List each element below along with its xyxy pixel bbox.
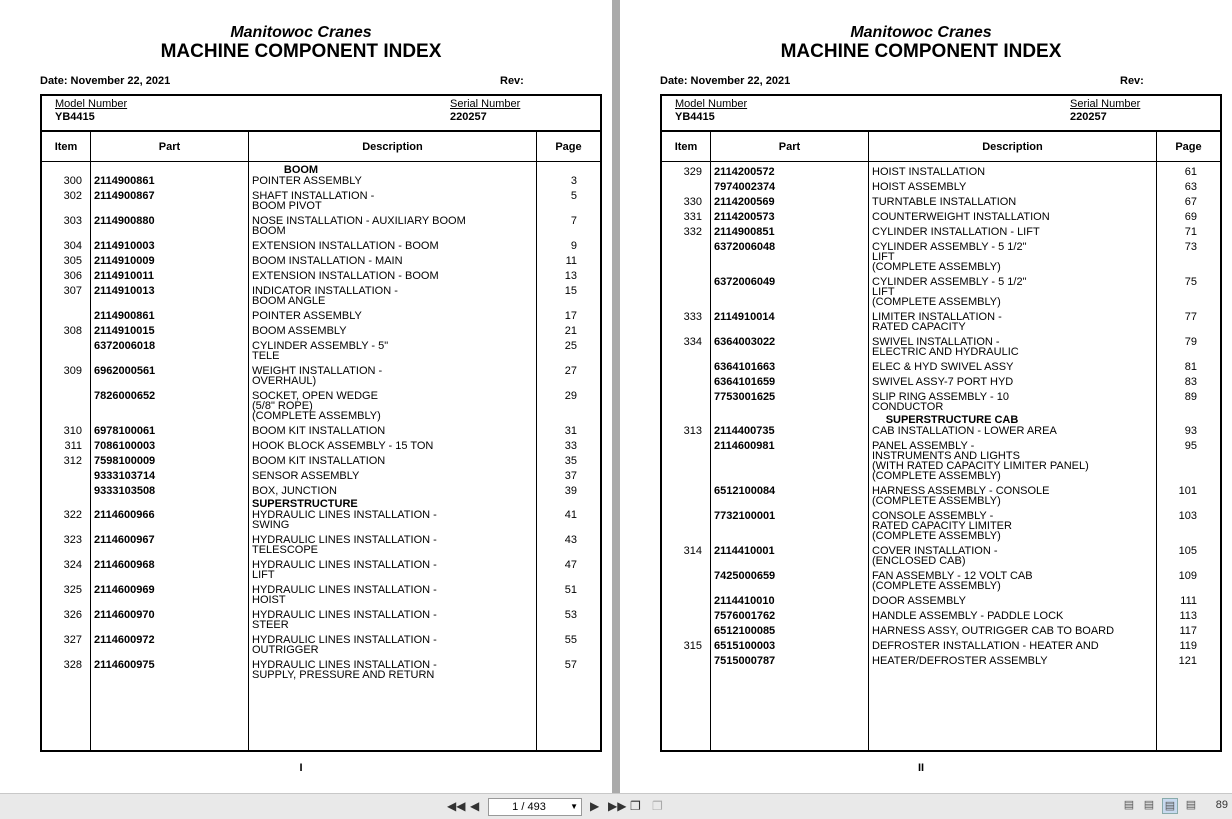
page-reference: 29 [564,390,577,402]
serial-number-label: Serial Number [450,98,521,110]
part-number: 7598100009 [94,455,156,467]
table-row [42,508,600,533]
part-description: SLIP RING ASSEMBLY - 10 CONDUCTOR [872,391,1009,413]
document-title: MACHINE COMPONENT INDEX [160,41,442,62]
item-number: 332 [683,226,702,238]
part-number: 6364003022 [714,336,776,348]
serial-number-label: Serial Number [1070,98,1141,110]
page-reference: 79 [1184,336,1197,348]
part-number: 2114200572 [714,166,775,178]
page-reference: 25 [564,340,577,352]
model-info-box [40,94,602,130]
page-reference: 101 [1178,485,1197,497]
page-reference: 89 [1184,391,1197,403]
page-reference: 43 [564,534,577,546]
table-row [42,364,600,389]
page-reference: 67 [1184,196,1197,208]
part-number: 2114400735 [714,425,775,437]
page-reference: 93 [1184,425,1197,437]
part-description: CYLINDER ASSEMBLY - 5" TELE [252,340,389,362]
part-number: 2114200569 [714,196,775,208]
date-label: Date: November 22, 2021 [40,75,171,87]
part-description: CYLINDER ASSEMBLY - 5 1/2" LIFT (COMPLETE ASSEMBLY) [872,241,1027,273]
table-row [662,654,1220,669]
part-number: 6515100003 [714,640,776,652]
part-description: HOOK BLOCK ASSEMBLY - 15 TON [252,440,434,452]
table-row [42,424,600,439]
page-number-field[interactable] [488,798,582,816]
table-row [42,309,600,324]
table-row [662,509,1220,544]
part-description: CONSOLE ASSEMBLY - RATED CAPACITY LIMITER (COMPLETE ASSEMBLY) [872,510,1012,542]
part-number: 7753001625 [714,391,776,403]
company-name: Manitowoc Cranes [230,24,372,41]
table-row [42,339,600,364]
part-description: SWIVEL INSTALLATION - ELECTRIC AND HYDRAULIC [872,336,1019,358]
part-description: SWIVEL ASSY-7 PORT HYD [872,376,1014,388]
part-number: 9333103714 [94,470,156,482]
table-row [42,583,600,608]
part-description: SENSOR ASSEMBLY [252,470,360,482]
zoom-level: 89 [1215,799,1228,811]
part-number: 2114600981 [714,440,775,452]
page-reference: 83 [1184,376,1197,388]
pdf-page-2 [620,0,1232,793]
part-number: 2114900867 [94,190,155,202]
page-reference: 21 [564,325,577,337]
table-row [662,165,1220,180]
col-header-part: Part [778,141,801,153]
serial-number-value: 220257 [450,111,487,123]
part-description: EXTENSION INSTALLATION - BOOM [252,270,439,282]
part-description: SOCKET, OPEN WEDGE (5/8" ROPE) (COMPLETE ASSEMBLY) [252,390,381,422]
part-number: 6512100084 [714,485,776,497]
table-row [662,569,1220,594]
part-number: 6512100085 [714,625,776,637]
page-reference: 41 [564,509,577,521]
part-number: 7732100001 [714,510,776,522]
table-row [662,275,1220,310]
item-number: 327 [63,634,82,646]
page-reference: 39 [564,485,577,497]
page-reference: 51 [564,584,577,596]
item-number: 328 [63,659,82,671]
page-reference: 57 [564,659,577,671]
item-number: 315 [683,640,702,652]
part-number: 6978100061 [94,425,156,437]
part-description: BOOM ASSEMBLY [252,325,347,337]
col-header-part: Part [158,141,181,153]
part-description: DOOR ASSEMBLY [872,595,966,607]
part-description: HYDRAULIC LINES INSTALLATION - SUPPLY, PRESSURE AND RETURN [252,659,437,681]
part-description: FAN ASSEMBLY - 12 VOLT CAB (COMPLETE ASSEMBLY) [872,570,1033,592]
table-row [42,389,600,424]
copy-icon[interactable]: ❐ [630,799,641,813]
part-number: 2114900861 [94,175,155,187]
section-header-row [662,415,1220,424]
page-reference: 81 [1184,361,1197,373]
table-row [42,214,600,239]
table-row [42,239,600,254]
page-reference: 73 [1184,241,1197,253]
item-number: 333 [683,311,702,323]
part-number: 2114600969 [94,584,155,596]
part-number: 7515000787 [714,655,776,667]
component-table [40,130,602,752]
part-description: POINTER ASSEMBLY [252,175,362,187]
part-description: LIMITER INSTALLATION - RATED CAPACITY [872,311,1002,333]
page-reference: 119 [1179,640,1197,652]
page-reference: 3 [570,175,577,187]
model-info-box [660,94,1222,130]
table-row [42,608,600,633]
single-page-view-icon[interactable]: ▤ [1123,799,1135,811]
part-description: HANDLE ASSEMBLY - PADDLE LOCK [872,610,1064,622]
page-reference: 13 [564,270,577,282]
table-row [662,375,1220,390]
part-description: TURNTABLE INSTALLATION [872,196,1017,208]
table-row [662,484,1220,509]
part-description: HYDRAULIC LINES INSTALLATION - OUTRIGGER [252,634,437,656]
paste-icon[interactable]: ❐ [652,799,663,813]
table-row [662,624,1220,639]
part-number: 2114600975 [94,659,155,671]
part-number: 2114910013 [94,285,155,297]
table-row [662,195,1220,210]
page-reference: 111 [1180,595,1197,607]
part-description: HOIST INSTALLATION [872,166,986,178]
page-reference: 71 [1184,226,1197,238]
table-row [662,639,1220,654]
col-header-page: Page [1175,141,1202,153]
part-number: 6372006049 [714,276,776,288]
page-reference: 109 [1178,570,1197,582]
part-description: HYDRAULIC LINES INSTALLATION - STEER [252,609,437,631]
item-number: 325 [63,584,82,596]
item-number: 304 [63,240,82,252]
part-number: 7974002374 [714,181,776,193]
table-row [42,284,600,309]
part-description: HEATER/DEFROSTER ASSEMBLY [872,655,1048,667]
part-description: HOIST ASSEMBLY [872,181,967,193]
page-reference: 7 [570,215,577,227]
part-number: 6364101659 [714,376,776,388]
part-number: 2114910003 [94,240,155,252]
part-description: HYDRAULIC LINES INSTALLATION - HOIST [252,584,437,606]
part-number: 2114900861 [94,310,155,322]
page-reference: 113 [1179,610,1197,622]
part-description: COUNTERWEIGHT INSTALLATION [872,211,1050,223]
table-row [662,210,1220,225]
page-reference: 69 [1184,211,1197,223]
last-page-icon[interactable]: ▶▶ [608,799,627,813]
table-row [42,484,600,499]
two-page-continuous-view-icon[interactable]: ▤ [1185,799,1197,811]
page-reference: 37 [564,470,577,482]
table-row [42,189,600,214]
table-row [662,335,1220,360]
part-description: NOSE INSTALLATION - AUXILIARY BOOM BOOM [252,215,466,237]
chevron-down-icon[interactable]: ▼ [570,802,578,811]
item-number: 311 [64,440,82,452]
page-reference: 117 [1179,625,1197,637]
page-reference: 9 [570,240,577,252]
part-number: 2114600967 [94,534,155,546]
page-reference: 33 [564,440,577,452]
item-number: 323 [63,534,82,546]
part-number: 6962000561 [94,365,156,377]
part-number: 6372006018 [94,340,156,352]
section-title: SUPERSTRUCTURE CAB [885,414,1019,426]
item-number: 310 [63,425,82,437]
part-description: EXTENSION INSTALLATION - BOOM [252,240,439,252]
part-description: HYDRAULIC LINES INSTALLATION - SWING [252,509,437,531]
item-number: 313 [683,425,702,437]
col-header-item: Item [674,141,698,153]
prev-page-icon[interactable]: ◀ [470,799,480,813]
component-table [660,130,1222,752]
document-title: MACHINE COMPONENT INDEX [780,41,1062,62]
part-description: WEIGHT INSTALLATION - OVERHAUL) [252,365,383,387]
part-number: 2114410001 [714,545,775,557]
page-reference: 15 [564,285,577,297]
page-reference: 53 [564,609,577,621]
part-number: 2114600966 [94,509,155,521]
page-reference: 35 [564,455,577,467]
part-number: 2114910015 [94,325,155,337]
item-number: 300 [63,175,82,187]
part-number: 7086100003 [94,440,156,452]
part-number: 2114910014 [714,311,775,323]
part-number: 2114900851 [714,226,775,238]
rev-label: Rev: [1120,75,1144,87]
item-number: 324 [63,559,82,571]
table-row [662,360,1220,375]
item-number: 303 [63,215,82,227]
table-row [662,609,1220,624]
item-number: 312 [63,455,82,467]
part-number: 2114200573 [714,211,775,223]
table-row [662,225,1220,240]
part-description: BOOM INSTALLATION - MAIN [252,255,403,267]
part-number: 9333103508 [94,485,156,497]
two-page-view-icon[interactable]: ▤ [1162,798,1178,814]
item-number: 326 [63,609,82,621]
page-reference: 17 [564,310,577,322]
part-description: BOX, JUNCTION [252,485,337,497]
table-row [662,439,1220,484]
page-indicator: 1 / 493 [512,801,546,813]
item-number: 302 [63,190,82,202]
part-description: DEFROSTER INSTALLATION - HEATER AND [872,640,1099,652]
table-row [42,324,600,339]
page-reference: 77 [1184,311,1197,323]
part-number: 2114410010 [714,595,775,607]
page-divider [612,0,620,793]
pdf-page-1 [0,0,612,793]
item-number: 330 [683,196,702,208]
next-page-icon[interactable]: ▶ [590,799,600,813]
part-description: BOOM KIT INSTALLATION [252,455,386,467]
part-description: ELEC & HYD SWIVEL ASSY [872,361,1014,373]
part-description: CAB INSTALLATION - LOWER AREA [872,425,1057,437]
model-number-value: YB4415 [675,111,715,123]
table-row [662,390,1220,415]
table-row [42,633,600,658]
part-description: INDICATOR INSTALLATION - BOOM ANGLE [252,285,398,307]
part-description: PANEL ASSEMBLY - INSTRUMENTS AND LIGHTS (WITH RATED CAPACITY LIMITER PANEL) (COMPLETE ASSEMBLY) [872,440,1089,482]
page-footer-number: II [917,762,925,774]
col-header-page: Page [555,141,582,153]
part-description: HARNESS ASSY, OUTRIGGER CAB TO BOARD [872,625,1115,637]
part-number: 2114600968 [94,559,155,571]
part-number: 7826000652 [94,390,156,402]
model-number-label: Model Number [55,98,128,110]
part-description: HYDRAULIC LINES INSTALLATION - TELESCOPE [252,534,437,556]
page-reference: 11 [565,255,577,267]
part-number: 2114600970 [94,609,155,621]
table-row [662,544,1220,569]
page-reference: 105 [1178,545,1197,557]
page-reference: 75 [1184,276,1197,288]
page-reference: 31 [564,425,577,437]
part-number: 2114910009 [94,255,155,267]
part-number: 2114910011 [94,270,154,282]
table-row [662,594,1220,609]
table-row [662,424,1220,439]
table-row [42,533,600,558]
date-label: Date: November 22, 2021 [660,75,791,87]
table-row [42,254,600,269]
table-row [42,269,600,284]
pdf-viewer-toolbar [0,793,1232,819]
part-description: HARNESS ASSEMBLY - CONSOLE (COMPLETE ASSEMBLY) [872,485,1050,507]
page-reference: 61 [1184,166,1197,178]
part-description: POINTER ASSEMBLY [252,310,362,322]
item-number: 314 [683,545,702,557]
model-number-label: Model Number [675,98,748,110]
table-row [42,439,600,454]
table-row [662,310,1220,335]
page-reference: 95 [1184,440,1197,452]
page-reference: 55 [564,634,577,646]
rev-label: Rev: [500,75,524,87]
table-row [42,469,600,484]
table-body [662,165,1220,669]
table-body [42,165,600,683]
part-number: 7576001762 [714,610,776,622]
page-reference: 63 [1184,181,1197,193]
page-reference: 47 [564,559,577,571]
part-description: COVER INSTALLATION - (ENCLOSED CAB) [872,545,998,567]
item-number: 307 [63,285,82,297]
item-number: 306 [63,270,82,282]
model-number-value: YB4415 [55,111,95,123]
section-title: SUPERSTRUCTURE [252,498,358,510]
page-reference: 5 [570,190,577,202]
table-row [42,658,600,683]
part-number: 7425000659 [714,570,776,582]
table-row [662,180,1220,195]
item-number: 334 [683,336,702,348]
part-number: 2114900880 [94,215,155,227]
serial-number-value: 220257 [1070,111,1107,123]
item-number: 305 [63,255,82,267]
page-reference: 103 [1178,510,1197,522]
item-number: 322 [63,509,82,521]
item-number: 308 [63,325,82,337]
continuous-view-icon[interactable]: ▤ [1143,799,1155,811]
part-description: HYDRAULIC LINES INSTALLATION - LIFT [252,559,437,581]
col-header-description: Description [982,141,1043,153]
page-reference: 121 [1178,655,1197,667]
table-row [662,240,1220,275]
table-row [42,174,600,189]
item-number: 329 [683,166,702,178]
page-reference: 27 [564,365,577,377]
part-number: 2114600972 [94,634,155,646]
item-number: 331 [683,211,702,223]
col-header-description: Description [362,141,423,153]
table-row [42,454,600,469]
part-description: BOOM KIT INSTALLATION [252,425,386,437]
table-row [42,558,600,583]
first-page-icon[interactable]: ◀◀ [447,799,466,813]
section-header-row [42,499,600,508]
part-number: 6364101663 [714,361,776,373]
company-name: Manitowoc Cranes [850,24,992,41]
section-header-row [42,165,600,174]
part-number: 6372006048 [714,241,776,253]
part-description: SHAFT INSTALLATION - BOOM PIVOT [252,190,375,212]
part-description: CYLINDER ASSEMBLY - 5 1/2" LIFT (COMPLETE ASSEMBLY) [872,276,1027,308]
part-description: CYLINDER INSTALLATION - LIFT [872,226,1040,238]
page-footer-number: I [299,762,303,774]
item-number: 309 [63,365,82,377]
col-header-item: Item [54,141,78,153]
section-title: BOOM [283,164,319,176]
